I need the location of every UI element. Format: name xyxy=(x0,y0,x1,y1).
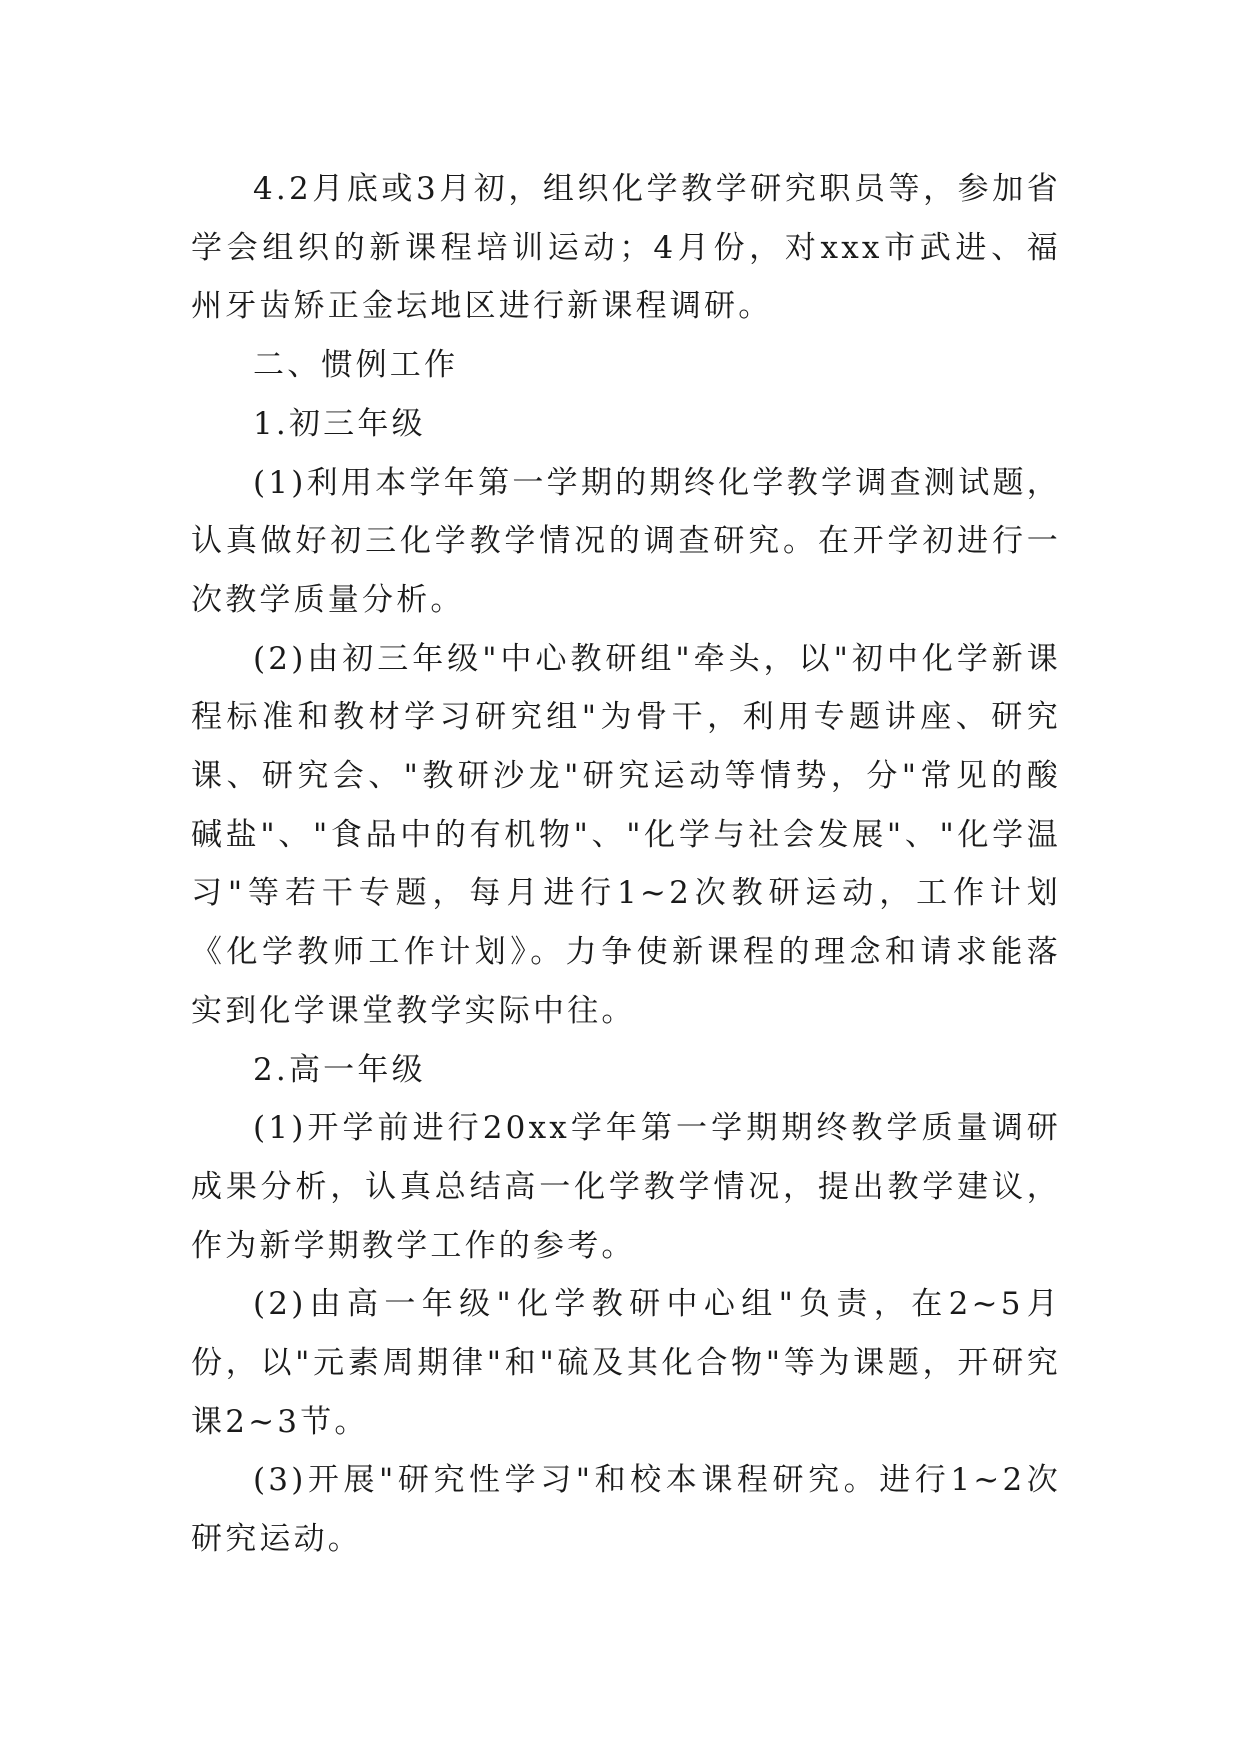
paragraph-training-schedule: 4.2月底或3月初，组织化学教学研究职员等，参加省学会组织的新课程培训运动；4月份，对xxx市武进、福州牙齿矫正金坛地区进行新课程调研。 xyxy=(191,171,1061,325)
paragraph-grade-ten-item-1: (1)开学前进行20xx学年第一学期期终教学质量调研成果分析，认真总结高一化学教学情况，提出教学建议，作为新学期教学工作的参考。 xyxy=(191,1110,1061,1264)
paragraph-grade-nine-item-2: (2)由初三年级"中心教研组"牵头，以"初中化学新课程标准和教材学习研究组"为骨干，利用专题讲座、研究课、研究会、"教研沙龙"研究运动等情势，分"常见的酸碱盐"、"食品中的有机物"、"化学与社会发展"、"化学温习"等若干专题，每月进行1~2次教研运动，工作计划《化学教师工作计划》。力争使新课程的理念和请求能落实到化学课堂教学实际中往。 xyxy=(191,640,1061,1029)
subheading-grade-ten: 2.高一年级 xyxy=(253,1051,426,1088)
document-body xyxy=(191,160,1061,1569)
subheading-grade-nine: 1.初三年级 xyxy=(253,405,426,442)
paragraph-grade-ten-item-3: (3)开展"研究性学习"和校本课程研究。进行1~2次研究运动。 xyxy=(191,1462,1061,1558)
paragraph-grade-ten-item-2: (2)由高一年级"化学教研中心组"负责，在2~5月份，以"元素周期律"和"硫及其化合物"等为课题，开研究课2~3节。 xyxy=(191,1286,1061,1440)
paragraph-grade-nine-item-1: (1)利用本学年第一学期的期终化学教学调查测试题，认真做好初三化学教学情况的调查研究。在开学初进行一次教学质量分析。 xyxy=(191,464,1061,618)
section-heading-routine-work: 二、惯例工作 xyxy=(253,347,459,384)
